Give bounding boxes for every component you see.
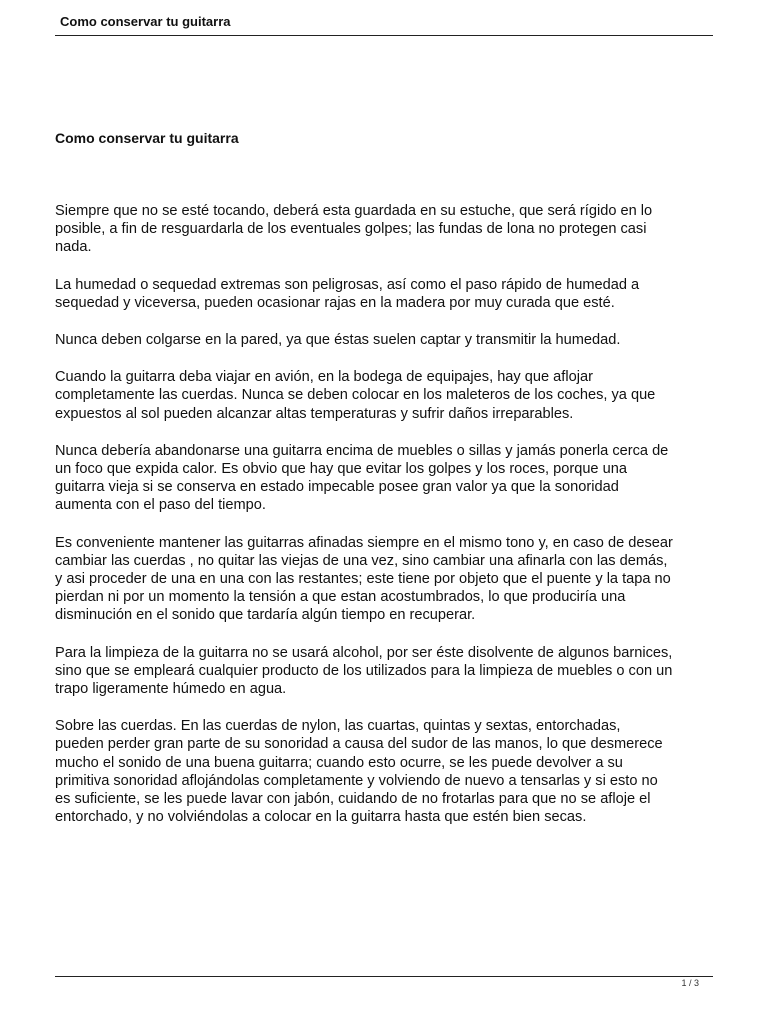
article-paragraph: Para la limpieza de la guitarra no se usará alcohol, por ser éste disolvente de algunos barnices, sino que se empleará cualquier producto de los utilizados para la limpieza de muebles o con un trapo ligeramente húmedo en agua.: [55, 644, 673, 698]
article-paragraph: Cuando la guitarra deba viajar en avión, en la bodega de equipajes, hay que aflojar completamente las cuerdas. Nunca se deben colocar en los maleteros de los coches, ya que expuestos al sol pueden alcanzar altas temperaturas y sufrir daños irreparables.: [55, 369, 656, 422]
article-paragraph: La humedad o sequedad extremas son peligrosas, así como el paso rápido de humedad a sequedad y viceversa, pueden ocasionar rajas en la madera por muy curada que esté.: [55, 276, 640, 311]
header-title: Como conservar tu guitarra: [60, 14, 231, 29]
article-paragraph: Sobre las cuerdas. En las cuerdas de nylon, las cuartas, quintas y sextas, entorchadas, pueden perder gran parte de su sonoridad a causa del sudor de las manos, lo que desmerece mucho el sonido de una buena guitarra; cuando esto ocurre, se les puede devolver a su primitiva sonoridad aflojándolas completamente y volviendo de nuevo a tensarlas y si esto no es suficiente, se les puede lavar con jabón, cuidando de no frotarlas para que no se afloje el entorchado, y no volviéndolas a colocar en la guitarra hasta que estén bien secas.: [55, 718, 663, 826]
page-number: 1 / 3: [681, 978, 699, 988]
page-header: [55, 14, 713, 36]
article-title: Como conservar tu guitarra: [55, 130, 239, 146]
article-paragraph: Es conveniente mantener las guitarras afinadas siempre en el mismo tono y, en caso de desear cambiar las cuerdas , no quitar las viejas de una vez, sino cambiar una afinarla con las demás, y asi proceder de una en una con las restantes; este tiene por objeto que el puente y la tapa no pierdan ni por un momento la tensión a que estan acostumbrados, lo que produciría una disminución en el sonido que tardaría algún tiempo en recuperar.: [55, 534, 673, 624]
article-paragraph: Siempre que no se esté tocando, deberá esta guardada en su estuche, que será rígido en lo posible, a fin de resguardarla de los eventuales golpes; las fundas de lona no protegen casi nada.: [55, 203, 653, 256]
article-paragraph: Nunca deben colgarse en la pared, ya que éstas suelen captar y transmitir la humedad.: [55, 332, 621, 349]
article-body: [55, 202, 717, 845]
page-footer: [55, 976, 713, 988]
article-paragraph: Nunca debería abandonarse una guitarra encima de muebles o sillas y jamás ponerla cerca de un foco que expida calor. Es obvio que hay que evitar los golpes y los roces, porque una guitarra vieja si se conserva en estado impecable posee gran valor ya que la sonoridad aumenta con el paso del tiempo.: [55, 442, 669, 514]
